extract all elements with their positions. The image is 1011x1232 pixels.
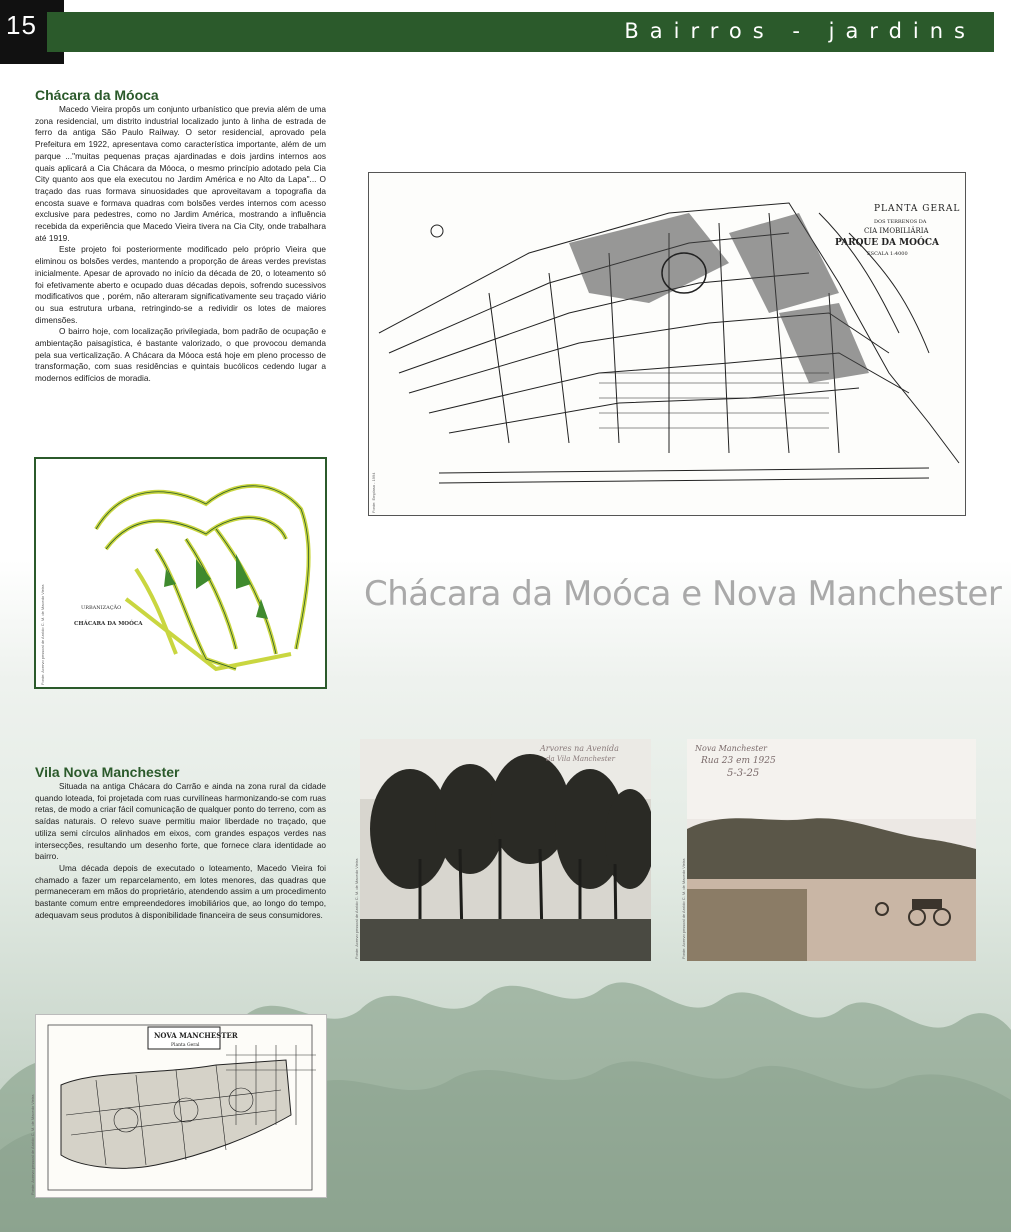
map-planta-parque-mooca [368,172,966,516]
photo-handwriting3: 5-3-25 [727,768,760,779]
figure-credit: Fonte: Acervo pessoal de Aroldo C. M. de Macedo Vieira [40,584,45,685]
header-title: Bairros - jardins [624,19,976,43]
map-color-label1: URBANIZAÇÃO [81,605,122,611]
photo-handwriting2: da Vila Manchester [546,755,616,763]
paragraph: Situada na antiga Chácara do Carrão e ainda na zona rural da cidade quando loteada, foi projetada com ruas curvilíneas harmonizando-se com ruas retas, de modo a criar fácil comunicação de qualquer ponto do terreno, com as saídas naturais. O relevo suave permitiu maior liberdade no traçado, que utiliza semi círculos alinhados em eixos, com grandes espaços verdes nas intersecções, resultando um desenho forte, que fornece clara identidade ao bairro. [35,781,326,862]
map-scale: ESCALA 1:4000 [867,251,908,257]
map-manchester-title: NOVA MANCHESTER [154,1031,238,1040]
map-title-line4: PARQUE DA MOÓCA [835,238,939,248]
paragraph: O bairro hoje, com localização privilegiada, bom padrão de ocupação e ambientação paisagística, é bastante valorizado, o que provocou demanda pela sua verticalização. A Chácara da Móoca está hoje em pleno processo de transformação, com suas residências e quintais bucólicos cedendo lugar a modernos edifícios de moradia. [35,326,326,384]
photo-handwriting1: Arvores na Avenida [540,744,619,753]
map-nova-manchester [30,1014,327,1198]
paragraph: Macedo Vieira propôs um conjunto urbanístico que previa além de uma zona residencial, um distrito industrial localizado junto à linha de estrada de ferro da antiga São Paulo Railway. O setor residencial, aprovado pela Prefeitura em 1922, apresentava como característica importante, além de um parque ..."muitas pequenas praças ajardinadas e dois jardins internos aos quais aplicará a Cia Chácara da Móoca, o mesmo princípio adotado pela Cia City quanto aos que ela executou no Jardim América e no Alto da Lapa"... O traçado das ruas formava sinuosidades que aproveitavam a topografia da encosta suave e formava quadras com bolsões verdes internos com acesso exclusive para pedestres, como no Jardim América, mostrando a influência recebida da experiência que Macedo Vieira tivera na Cia City, onde trabalhara até 1919. [35,104,326,243]
photo-handwriting1: Nova Manchester [695,744,768,753]
section-body-manchester [35,781,326,921]
big-title: Chácara da Moóca e Nova Manchester [364,574,1002,614]
page-number: 15 [6,10,37,40]
section-body-chacara [35,104,326,385]
paragraph: Uma década depois de executado o loteamento, Macedo Vieira foi chamado a fazer um reparcelamento, em lotes menores, das quadras que permaneceram em mãos do proprietário, atendendo assim a um procedimento bastante comum entre empreendedores imobiliários que, ao longo do tempo, adequavam seus produtos à disponibilidade financeira de seus consumidores. [35,862,326,920]
map-color-label2: CHÁCARA DA MOÓCA [74,621,143,627]
map-title-line2: DOS TERRENOS DA [874,219,927,225]
photo-handwriting2: Rua 23 em 1925 [701,756,776,766]
map-title-line3: CIA IMOBILIÁRIA [864,227,929,235]
map-manchester-subtitle: Planta Geral [171,1043,200,1048]
figure-credit: Fonte: Acervo pessoal de Aroldo C. M. de Macedo Vieira [354,858,359,959]
map-title-line1: PLANTA GERAL [874,204,961,214]
section-title-manchester: Vila Nova Manchester [35,764,180,780]
figure-credit: Fonte: Emplasa - 1994 [371,472,376,513]
figure-credit: Fonte: Acervo pessoal de Aroldo C. M. de Macedo Vieira [681,858,686,959]
header-bar [47,12,994,52]
figure-credit: Fonte: Acervo pessoal de Aroldo C. M. de Macedo Vieira [30,1094,35,1195]
photo-forest-avenue [354,739,651,961]
paragraph: Este projeto foi posteriormente modificado pelo próprio Vieira que eliminou os bolsões verdes, mantendo a proporção de áreas verdes previstas inicialmente. Apesar de aprovado no início da década de 20, o loteamento só foi efetivamente aberto e ocupado duas décadas depois, sofrendo sucessivos modificativos que , porém, não alteraram significativamente seu traçado viário ou sua estrutura urbana, retringindo-se a redividir os lotes de maiores dimensões. [35,244,326,325]
photo-dirt-road [681,739,976,961]
section-title-chacara: Chácara da Móoca [35,87,159,103]
map-color-chacara-mooca [34,457,327,689]
